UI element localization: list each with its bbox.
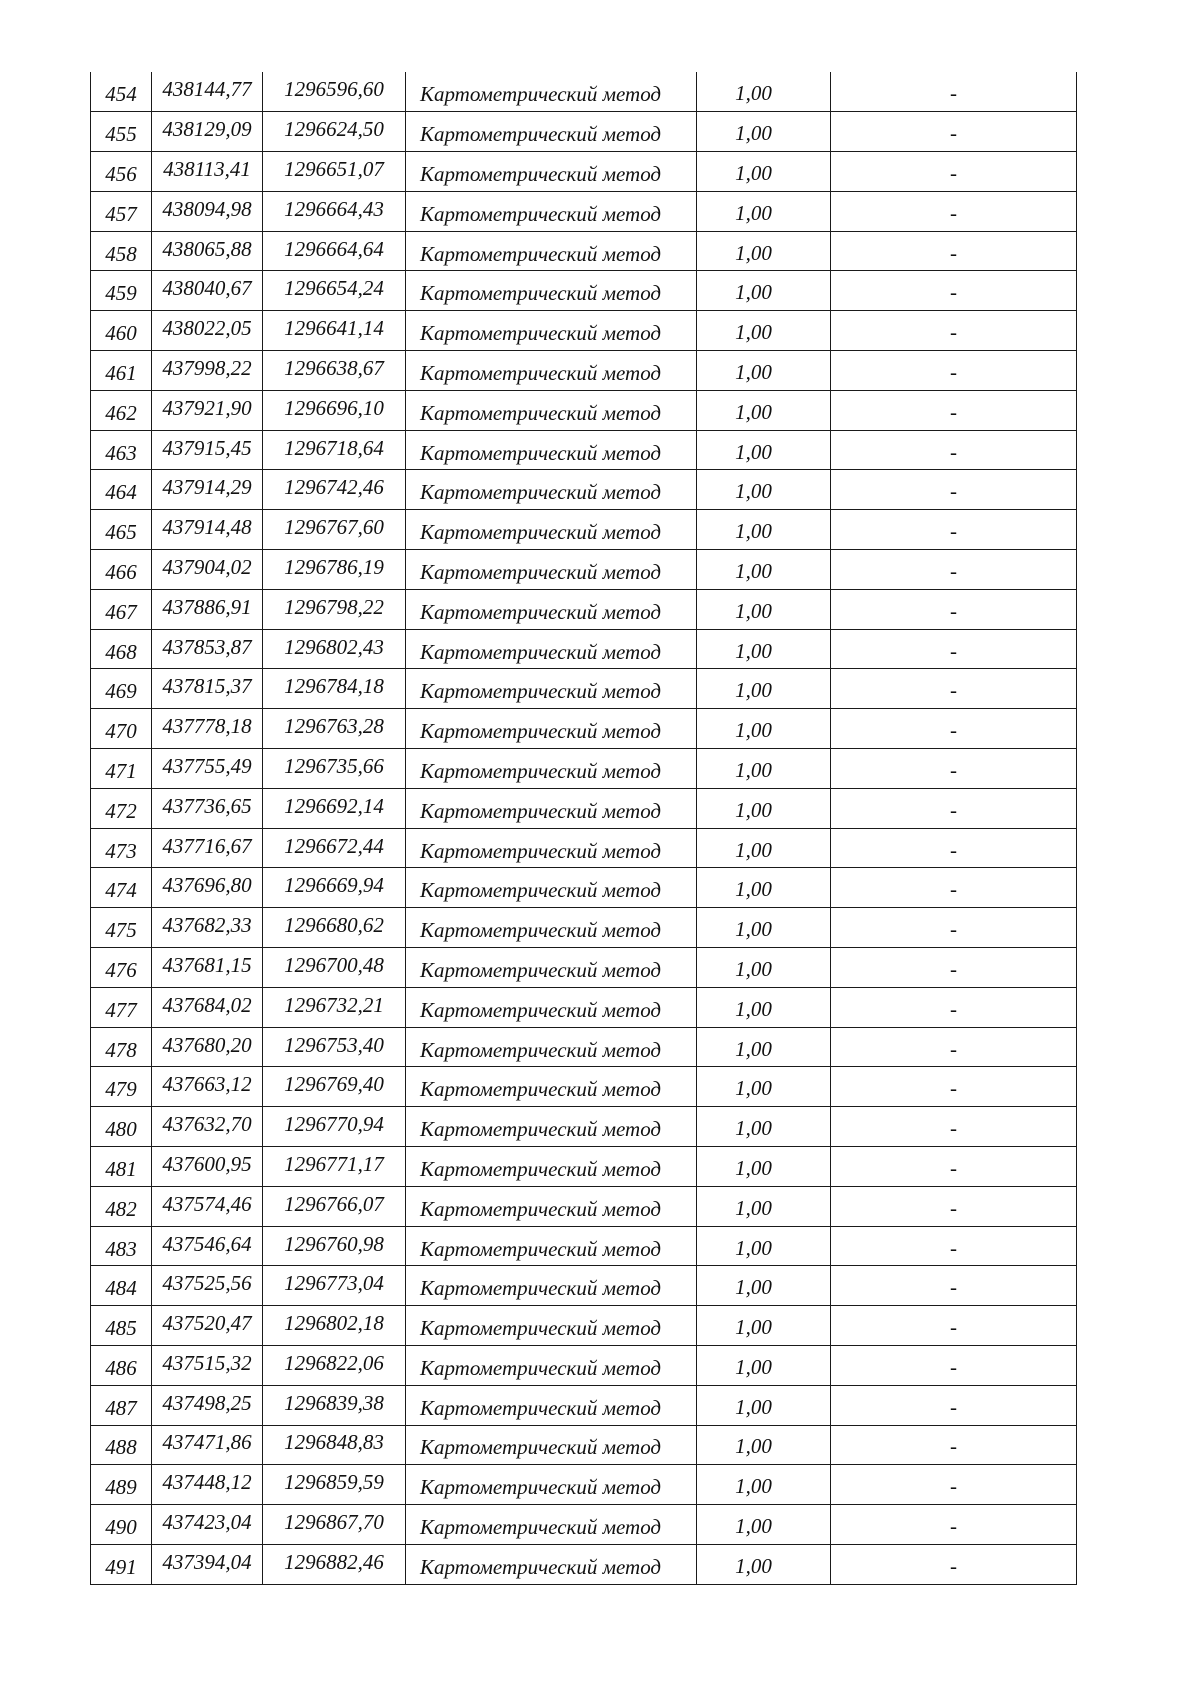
point-number-cell: 461: [91, 351, 152, 391]
table-row: [91, 470, 1077, 510]
y-coordinate-cell: 1296696,10: [263, 390, 406, 430]
point-number-cell: 489: [91, 1465, 152, 1505]
description-cell: -: [831, 749, 1077, 789]
x-coordinate-cell: 437914,48: [152, 510, 263, 550]
description-cell: -: [831, 470, 1077, 510]
point-number-cell: 480: [91, 1107, 152, 1147]
precision-cell: 1,00: [697, 1544, 831, 1584]
table-row: [91, 1226, 1077, 1266]
point-number-cell: 464: [91, 470, 152, 510]
y-coordinate-cell: 1296802,18: [263, 1306, 406, 1346]
method-cell: Картометрический метод: [406, 351, 697, 391]
description-cell: -: [831, 1067, 1077, 1107]
method-cell: Картометрический метод: [406, 948, 697, 988]
table-row: [91, 1425, 1077, 1465]
method-cell: Картометрический метод: [406, 749, 697, 789]
description-cell: -: [831, 709, 1077, 749]
description-cell: -: [831, 152, 1077, 192]
y-coordinate-cell: 1296664,43: [263, 191, 406, 231]
x-coordinate-cell: 438113,41: [152, 152, 263, 192]
y-coordinate-cell: 1296680,62: [263, 908, 406, 948]
x-coordinate-cell: 437681,15: [152, 948, 263, 988]
description-cell: -: [831, 1425, 1077, 1465]
method-cell: Картометрический метод: [406, 788, 697, 828]
x-coordinate-cell: 437815,37: [152, 669, 263, 709]
method-cell: Картометрический метод: [406, 1465, 697, 1505]
point-number-cell: 454: [91, 72, 152, 112]
method-cell: Картометрический метод: [406, 112, 697, 152]
y-coordinate-cell: 1296732,21: [263, 987, 406, 1027]
point-number-cell: 466: [91, 550, 152, 590]
x-coordinate-cell: 437574,46: [152, 1186, 263, 1226]
description-cell: -: [831, 311, 1077, 351]
method-cell: Картометрический метод: [406, 271, 697, 311]
table-row: [91, 351, 1077, 391]
method-cell: Картометрический метод: [406, 311, 697, 351]
x-coordinate-cell: 437736,65: [152, 788, 263, 828]
precision-cell: 1,00: [697, 470, 831, 510]
method-cell: Картометрический метод: [406, 709, 697, 749]
x-coordinate-cell: 437632,70: [152, 1107, 263, 1147]
point-number-cell: 456: [91, 152, 152, 192]
precision-cell: 1,00: [697, 987, 831, 1027]
x-coordinate-cell: 437680,20: [152, 1027, 263, 1067]
point-number-cell: 455: [91, 112, 152, 152]
method-cell: Картометрический метод: [406, 72, 697, 112]
x-coordinate-cell: 437716,67: [152, 828, 263, 868]
point-number-cell: 470: [91, 709, 152, 749]
table-row: [91, 709, 1077, 749]
y-coordinate-cell: 1296786,19: [263, 550, 406, 590]
x-coordinate-cell: 438129,09: [152, 112, 263, 152]
point-number-cell: 486: [91, 1346, 152, 1386]
x-coordinate-cell: 437915,45: [152, 430, 263, 470]
y-coordinate-cell: 1296769,40: [263, 1067, 406, 1107]
table-row: [91, 1147, 1077, 1187]
point-number-cell: 463: [91, 430, 152, 470]
method-cell: Картометрический метод: [406, 908, 697, 948]
description-cell: -: [831, 589, 1077, 629]
description-cell: -: [831, 868, 1077, 908]
table-row: [91, 1465, 1077, 1505]
y-coordinate-cell: 1296766,07: [263, 1186, 406, 1226]
y-coordinate-cell: 1296692,14: [263, 788, 406, 828]
description-cell: -: [831, 72, 1077, 112]
point-number-cell: 469: [91, 669, 152, 709]
y-coordinate-cell: 1296735,66: [263, 749, 406, 789]
precision-cell: 1,00: [697, 1226, 831, 1266]
precision-cell: 1,00: [697, 231, 831, 271]
point-number-cell: 467: [91, 589, 152, 629]
method-cell: Картометрический метод: [406, 550, 697, 590]
method-cell: Картометрический метод: [406, 1505, 697, 1545]
precision-cell: 1,00: [697, 589, 831, 629]
x-coordinate-cell: 437448,12: [152, 1465, 263, 1505]
method-cell: Картометрический метод: [406, 868, 697, 908]
point-number-cell: 459: [91, 271, 152, 311]
x-coordinate-cell: 437546,64: [152, 1226, 263, 1266]
y-coordinate-cell: 1296669,94: [263, 868, 406, 908]
table-row: [91, 191, 1077, 231]
y-coordinate-cell: 1296742,46: [263, 470, 406, 510]
precision-cell: 1,00: [697, 1306, 831, 1346]
description-cell: -: [831, 112, 1077, 152]
y-coordinate-cell: 1296882,46: [263, 1544, 406, 1584]
y-coordinate-cell: 1296773,04: [263, 1266, 406, 1306]
table-row: [91, 550, 1077, 590]
point-number-cell: 479: [91, 1067, 152, 1107]
method-cell: Картометрический метод: [406, 1067, 697, 1107]
table-row: [91, 1027, 1077, 1067]
precision-cell: 1,00: [697, 1425, 831, 1465]
description-cell: -: [831, 550, 1077, 590]
table-row: [91, 1306, 1077, 1346]
description-cell: -: [831, 1147, 1077, 1187]
x-coordinate-cell: 437682,33: [152, 908, 263, 948]
description-cell: -: [831, 1465, 1077, 1505]
table-row: [91, 749, 1077, 789]
y-coordinate-cell: 1296641,14: [263, 311, 406, 351]
x-coordinate-cell: 437921,90: [152, 390, 263, 430]
method-cell: Картометрический метод: [406, 1226, 697, 1266]
description-cell: -: [831, 510, 1077, 550]
table-row: [91, 271, 1077, 311]
method-cell: Картометрический метод: [406, 1266, 697, 1306]
y-coordinate-cell: 1296624,50: [263, 112, 406, 152]
method-cell: Картометрический метод: [406, 152, 697, 192]
point-number-cell: 472: [91, 788, 152, 828]
table-row: [91, 669, 1077, 709]
point-number-cell: 485: [91, 1306, 152, 1346]
precision-cell: 1,00: [697, 948, 831, 988]
x-coordinate-cell: 438065,88: [152, 231, 263, 271]
y-coordinate-cell: 1296770,94: [263, 1107, 406, 1147]
description-cell: -: [831, 669, 1077, 709]
point-number-cell: 474: [91, 868, 152, 908]
table-row: [91, 987, 1077, 1027]
description-cell: -: [831, 191, 1077, 231]
description-cell: -: [831, 1226, 1077, 1266]
y-coordinate-cell: 1296664,64: [263, 231, 406, 271]
y-coordinate-cell: 1296700,48: [263, 948, 406, 988]
x-coordinate-cell: 438040,67: [152, 271, 263, 311]
description-cell: -: [831, 987, 1077, 1027]
y-coordinate-cell: 1296638,67: [263, 351, 406, 391]
table-body: [91, 72, 1077, 1584]
x-coordinate-cell: 437904,02: [152, 550, 263, 590]
description-cell: -: [831, 430, 1077, 470]
method-cell: Картометрический метод: [406, 1385, 697, 1425]
precision-cell: 1,00: [697, 1067, 831, 1107]
point-number-cell: 460: [91, 311, 152, 351]
precision-cell: 1,00: [697, 1465, 831, 1505]
precision-cell: 1,00: [697, 550, 831, 590]
precision-cell: 1,00: [697, 629, 831, 669]
point-number-cell: 478: [91, 1027, 152, 1067]
table-row: [91, 72, 1077, 112]
method-cell: Картометрический метод: [406, 1425, 697, 1465]
description-cell: -: [831, 1107, 1077, 1147]
point-number-cell: 458: [91, 231, 152, 271]
table-row: [91, 510, 1077, 550]
precision-cell: 1,00: [697, 271, 831, 311]
description-cell: -: [831, 271, 1077, 311]
y-coordinate-cell: 1296718,64: [263, 430, 406, 470]
method-cell: Картометрический метод: [406, 1027, 697, 1067]
description-cell: -: [831, 948, 1077, 988]
x-coordinate-cell: 437684,02: [152, 987, 263, 1027]
x-coordinate-cell: 437755,49: [152, 749, 263, 789]
precision-cell: 1,00: [697, 828, 831, 868]
precision-cell: 1,00: [697, 112, 831, 152]
table-row: [91, 1544, 1077, 1584]
y-coordinate-cell: 1296802,43: [263, 629, 406, 669]
y-coordinate-cell: 1296654,24: [263, 271, 406, 311]
description-cell: -: [831, 1505, 1077, 1545]
y-coordinate-cell: 1296753,40: [263, 1027, 406, 1067]
precision-cell: 1,00: [697, 390, 831, 430]
x-coordinate-cell: 437853,87: [152, 629, 263, 669]
x-coordinate-cell: 437471,86: [152, 1425, 263, 1465]
table-row: [91, 152, 1077, 192]
y-coordinate-cell: 1296763,28: [263, 709, 406, 749]
x-coordinate-cell: 437515,32: [152, 1346, 263, 1386]
precision-cell: 1,00: [697, 1027, 831, 1067]
table-row: [91, 1346, 1077, 1386]
precision-cell: 1,00: [697, 152, 831, 192]
precision-cell: 1,00: [697, 191, 831, 231]
point-number-cell: 473: [91, 828, 152, 868]
table-row: [91, 1107, 1077, 1147]
point-number-cell: 468: [91, 629, 152, 669]
y-coordinate-cell: 1296859,59: [263, 1465, 406, 1505]
description-cell: -: [831, 1266, 1077, 1306]
x-coordinate-cell: 437394,04: [152, 1544, 263, 1584]
y-coordinate-cell: 1296596,60: [263, 72, 406, 112]
x-coordinate-cell: 437778,18: [152, 709, 263, 749]
point-number-cell: 476: [91, 948, 152, 988]
x-coordinate-cell: 437696,80: [152, 868, 263, 908]
x-coordinate-cell: 437498,25: [152, 1385, 263, 1425]
point-number-cell: 477: [91, 987, 152, 1027]
point-number-cell: 462: [91, 390, 152, 430]
method-cell: Картометрический метод: [406, 1147, 697, 1187]
method-cell: Картометрический метод: [406, 430, 697, 470]
method-cell: Картометрический метод: [406, 191, 697, 231]
x-coordinate-cell: 437525,56: [152, 1266, 263, 1306]
table-row: [91, 390, 1077, 430]
precision-cell: 1,00: [697, 72, 831, 112]
method-cell: Картометрический метод: [406, 231, 697, 271]
precision-cell: 1,00: [697, 1107, 831, 1147]
table-row: [91, 1385, 1077, 1425]
y-coordinate-cell: 1296784,18: [263, 669, 406, 709]
table-row: [91, 788, 1077, 828]
y-coordinate-cell: 1296767,60: [263, 510, 406, 550]
precision-cell: 1,00: [697, 351, 831, 391]
method-cell: Картометрический метод: [406, 987, 697, 1027]
precision-cell: 1,00: [697, 1346, 831, 1386]
y-coordinate-cell: 1296651,07: [263, 152, 406, 192]
precision-cell: 1,00: [697, 1266, 831, 1306]
method-cell: Картометрический метод: [406, 629, 697, 669]
table-row: [91, 112, 1077, 152]
method-cell: Картометрический метод: [406, 1544, 697, 1584]
table-row: [91, 589, 1077, 629]
point-number-cell: 475: [91, 908, 152, 948]
method-cell: Картометрический метод: [406, 390, 697, 430]
method-cell: Картометрический метод: [406, 1186, 697, 1226]
method-cell: Картометрический метод: [406, 669, 697, 709]
precision-cell: 1,00: [697, 430, 831, 470]
y-coordinate-cell: 1296798,22: [263, 589, 406, 629]
method-cell: Картометрический метод: [406, 510, 697, 550]
precision-cell: 1,00: [697, 868, 831, 908]
table-row: [91, 629, 1077, 669]
x-coordinate-cell: 437886,91: [152, 589, 263, 629]
point-number-cell: 483: [91, 1226, 152, 1266]
description-cell: -: [831, 908, 1077, 948]
point-number-cell: 490: [91, 1505, 152, 1545]
x-coordinate-cell: 437663,12: [152, 1067, 263, 1107]
precision-cell: 1,00: [697, 1186, 831, 1226]
x-coordinate-cell: 437423,04: [152, 1505, 263, 1545]
description-cell: -: [831, 788, 1077, 828]
x-coordinate-cell: 437520,47: [152, 1306, 263, 1346]
precision-cell: 1,00: [697, 510, 831, 550]
y-coordinate-cell: 1296760,98: [263, 1226, 406, 1266]
point-number-cell: 487: [91, 1385, 152, 1425]
description-cell: -: [831, 1385, 1077, 1425]
precision-cell: 1,00: [697, 311, 831, 351]
x-coordinate-cell: 437600,95: [152, 1147, 263, 1187]
method-cell: Картометрический метод: [406, 828, 697, 868]
table-row: [91, 1266, 1077, 1306]
description-cell: -: [831, 629, 1077, 669]
description-cell: -: [831, 828, 1077, 868]
description-cell: -: [831, 1544, 1077, 1584]
x-coordinate-cell: 437914,29: [152, 470, 263, 510]
point-number-cell: 482: [91, 1186, 152, 1226]
precision-cell: 1,00: [697, 1147, 831, 1187]
point-number-cell: 491: [91, 1544, 152, 1584]
table-row: [91, 1067, 1077, 1107]
precision-cell: 1,00: [697, 908, 831, 948]
x-coordinate-cell: 438144,77: [152, 72, 263, 112]
method-cell: Картометрический метод: [406, 1107, 697, 1147]
precision-cell: 1,00: [697, 1385, 831, 1425]
y-coordinate-cell: 1296848,83: [263, 1425, 406, 1465]
table-row: [91, 948, 1077, 988]
description-cell: -: [831, 1346, 1077, 1386]
table-row: [91, 828, 1077, 868]
table-row: [91, 868, 1077, 908]
y-coordinate-cell: 1296822,06: [263, 1346, 406, 1386]
x-coordinate-cell: 438022,05: [152, 311, 263, 351]
point-number-cell: 484: [91, 1266, 152, 1306]
point-number-cell: 465: [91, 510, 152, 550]
description-cell: -: [831, 390, 1077, 430]
table-row: [91, 1505, 1077, 1545]
method-cell: Картометрический метод: [406, 470, 697, 510]
table-row: [91, 311, 1077, 351]
y-coordinate-cell: 1296867,70: [263, 1505, 406, 1545]
y-coordinate-cell: 1296771,17: [263, 1147, 406, 1187]
table-row: [91, 430, 1077, 470]
description-cell: -: [831, 1186, 1077, 1226]
table-row: [91, 908, 1077, 948]
x-coordinate-cell: 438094,98: [152, 191, 263, 231]
precision-cell: 1,00: [697, 709, 831, 749]
method-cell: Картометрический метод: [406, 1306, 697, 1346]
method-cell: Картометрический метод: [406, 589, 697, 629]
method-cell: Картометрический метод: [406, 1346, 697, 1386]
precision-cell: 1,00: [697, 1505, 831, 1545]
description-cell: -: [831, 351, 1077, 391]
description-cell: -: [831, 1306, 1077, 1346]
table-row: [91, 1186, 1077, 1226]
point-number-cell: 457: [91, 191, 152, 231]
point-number-cell: 471: [91, 749, 152, 789]
precision-cell: 1,00: [697, 788, 831, 828]
y-coordinate-cell: 1296839,38: [263, 1385, 406, 1425]
description-cell: -: [831, 1027, 1077, 1067]
point-number-cell: 488: [91, 1425, 152, 1465]
x-coordinate-cell: 437998,22: [152, 351, 263, 391]
coordinates-table: [90, 72, 1077, 1585]
description-cell: -: [831, 231, 1077, 271]
point-number-cell: 481: [91, 1147, 152, 1187]
precision-cell: 1,00: [697, 749, 831, 789]
y-coordinate-cell: 1296672,44: [263, 828, 406, 868]
precision-cell: 1,00: [697, 669, 831, 709]
table-row: [91, 231, 1077, 271]
